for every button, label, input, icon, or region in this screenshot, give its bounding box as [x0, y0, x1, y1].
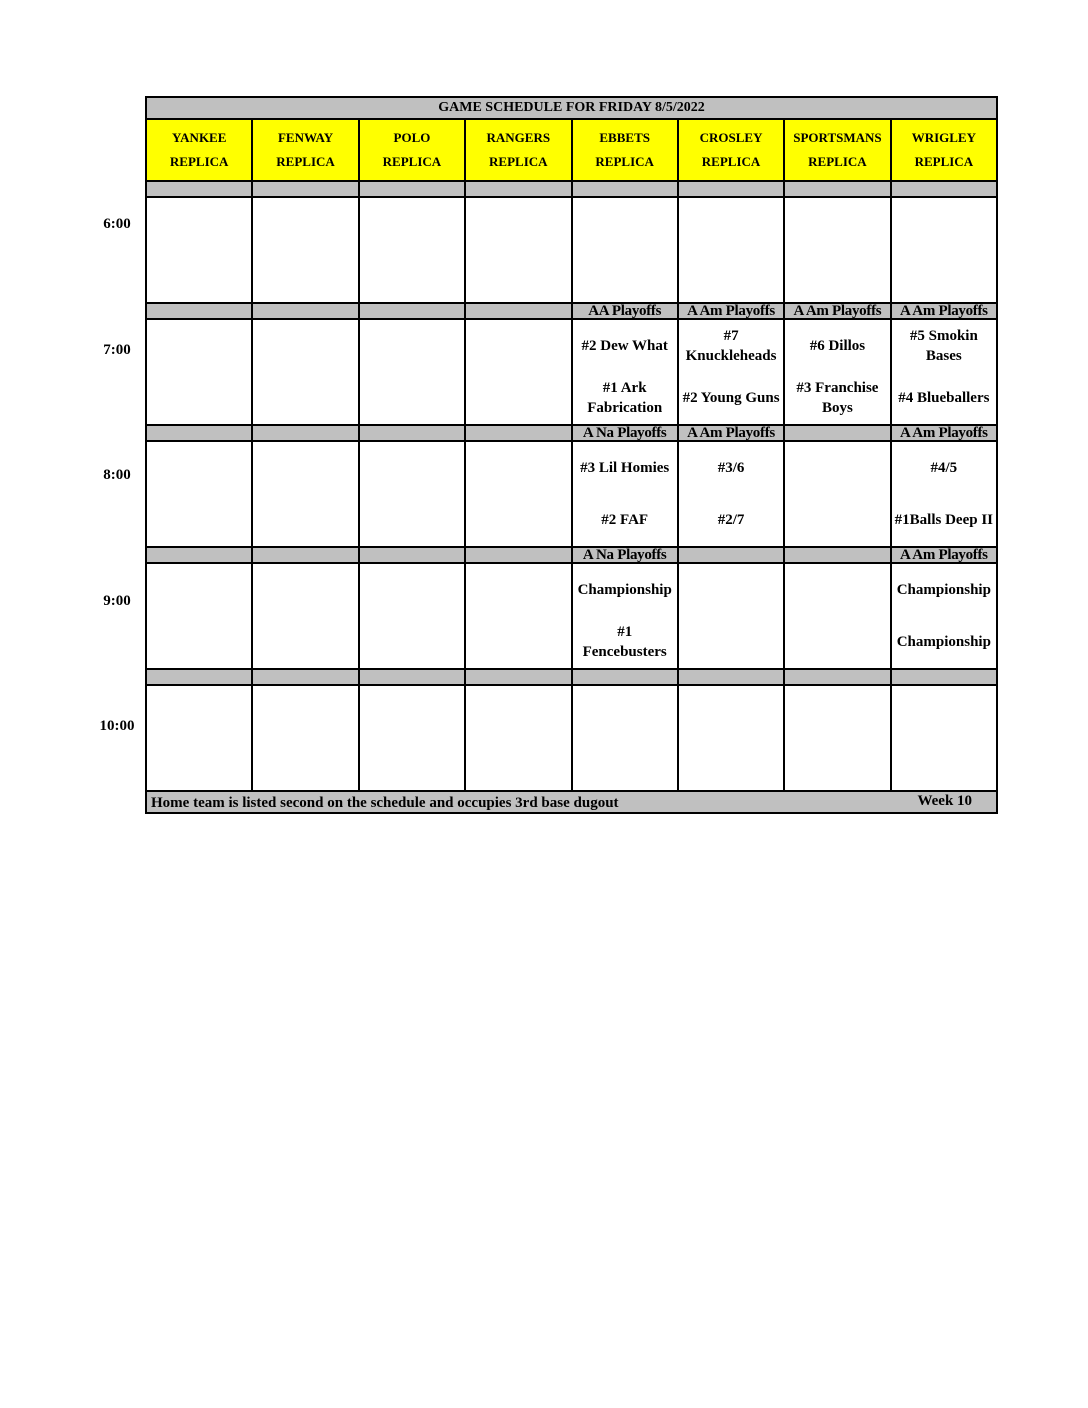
division-label: A Am Playoffs — [678, 425, 784, 441]
game-cell — [359, 319, 465, 425]
game-cell — [678, 685, 784, 791]
venue-name: POLO — [393, 130, 431, 145]
venue-sub: REPLICA — [276, 154, 335, 169]
division-label — [891, 669, 997, 685]
division-label — [146, 547, 252, 563]
division-label — [359, 181, 465, 197]
game-cell — [252, 685, 358, 791]
game-cell — [891, 319, 997, 425]
away-team: #4/5 — [930, 460, 958, 476]
game-cell — [572, 563, 678, 669]
game-cell — [146, 685, 252, 791]
away-team: Championship — [577, 582, 672, 598]
game-cell — [252, 441, 358, 547]
game-cell — [784, 685, 890, 791]
time-label: 9:00 — [103, 593, 131, 609]
venue-name: WRIGLEY — [911, 130, 976, 145]
game-cell — [359, 197, 465, 303]
division-label: A Am Playoffs — [784, 303, 890, 319]
game-cell — [572, 319, 678, 425]
division-label: A Na Playoffs — [572, 547, 678, 563]
game-cell — [891, 685, 997, 791]
home-team: #4 Blueballers — [898, 390, 990, 406]
game-cell — [891, 197, 997, 303]
division-label — [678, 669, 784, 685]
venue-name: EBBETS — [599, 130, 650, 145]
game-cell — [465, 563, 571, 669]
game-cell — [252, 197, 358, 303]
division-label — [146, 425, 252, 441]
week-label: Week 10 — [917, 793, 973, 809]
game-cell — [784, 441, 890, 547]
game-cell — [359, 563, 465, 669]
division-label — [465, 669, 571, 685]
venue-name: RANGERS — [486, 130, 551, 145]
division-label: A Na Playoffs — [572, 425, 678, 441]
division-label — [252, 303, 358, 319]
away-team: #7 Knuckleheads — [685, 328, 777, 364]
division-band — [146, 547, 997, 563]
division-label — [784, 425, 890, 441]
venue-header — [784, 119, 890, 181]
schedule-title: GAME SCHEDULE FOR FRIDAY 8/5/2022 — [146, 97, 997, 119]
division-label — [572, 669, 678, 685]
division-label — [465, 303, 571, 319]
venue-header — [891, 119, 997, 181]
home-team: #1 Fencebusters — [582, 624, 667, 660]
game-cell — [784, 319, 890, 425]
time-label: 8:00 — [103, 467, 131, 483]
venue-name: CROSLEY — [699, 130, 763, 145]
division-label — [891, 181, 997, 197]
time-slot-row — [146, 319, 997, 425]
game-cell — [146, 441, 252, 547]
division-label — [252, 181, 358, 197]
division-label — [252, 425, 358, 441]
venue-sub: REPLICA — [808, 154, 867, 169]
division-label — [146, 181, 252, 197]
time-label: 7:00 — [103, 342, 131, 358]
venue-sub: REPLICA — [595, 154, 654, 169]
schedule-footer — [146, 791, 997, 813]
home-team: #2 Young Guns — [682, 390, 780, 406]
division-band — [146, 669, 997, 685]
game-cell — [252, 319, 358, 425]
game-cell — [252, 563, 358, 669]
venue-name: FENWAY — [277, 130, 334, 145]
division-label: A Am Playoffs — [891, 303, 997, 319]
game-cell — [678, 319, 784, 425]
venue-header — [359, 119, 465, 181]
game-cell — [146, 197, 252, 303]
home-team: #2 FAF — [601, 512, 649, 528]
game-cell — [678, 441, 784, 547]
home-team: #3 Franchise Boys — [796, 380, 879, 416]
venue-header — [572, 119, 678, 181]
time-slot-row — [146, 197, 997, 303]
venue-header — [465, 119, 571, 181]
division-label — [252, 547, 358, 563]
game-cell — [146, 319, 252, 425]
away-team: #6 Dillos — [809, 338, 866, 354]
game-cell — [784, 563, 890, 669]
venue-sub: REPLICA — [701, 154, 761, 169]
venue-header — [678, 119, 784, 181]
venue-sub: REPLICA — [914, 154, 974, 169]
game-cell — [465, 197, 571, 303]
home-team: #1 Ark Fabrication — [587, 380, 663, 416]
game-cell — [572, 685, 678, 791]
away-team: #5 Smokin Bases — [909, 328, 978, 364]
division-label — [465, 181, 571, 197]
home-team: Championship — [896, 634, 991, 650]
division-band — [146, 181, 997, 197]
away-team: #3 Lil Homies — [580, 460, 670, 476]
division-label — [784, 547, 890, 563]
away-team: #2 Dew What — [581, 338, 668, 354]
division-label — [252, 669, 358, 685]
game-cell — [891, 563, 997, 669]
game-cell — [146, 563, 252, 669]
division-label — [465, 425, 571, 441]
game-cell — [465, 319, 571, 425]
division-label: A Am Playoffs — [891, 547, 997, 563]
division-label — [465, 547, 571, 563]
division-label — [359, 425, 465, 441]
game-cell — [678, 563, 784, 669]
division-label — [784, 181, 890, 197]
game-cell — [572, 441, 678, 547]
division-label — [359, 547, 465, 563]
time-slot-row — [146, 563, 997, 669]
division-label — [678, 181, 784, 197]
home-team-note: Home team is listed second on the schedule and occupies 3rd base dugout — [151, 794, 619, 811]
division-label — [146, 669, 252, 685]
venue-header — [252, 119, 358, 181]
home-team: #1Balls Deep II — [894, 512, 993, 528]
venue-header-row — [146, 119, 997, 181]
division-label — [784, 669, 890, 685]
division-label — [359, 669, 465, 685]
division-label — [359, 303, 465, 319]
game-cell — [678, 197, 784, 303]
division-label: A Am Playoffs — [891, 425, 997, 441]
venue-sub: REPLICA — [169, 154, 229, 169]
division-label — [572, 181, 678, 197]
time-slot-row — [146, 441, 997, 547]
division-label: AA Playoffs — [572, 303, 678, 319]
game-cell — [572, 197, 678, 303]
home-team: #2/7 — [717, 512, 745, 528]
game-cell — [891, 441, 997, 547]
venue-header — [146, 119, 252, 181]
game-cell — [465, 441, 571, 547]
division-band — [146, 425, 997, 441]
venue-name: SPORTSMANS — [793, 130, 882, 145]
schedule-table — [145, 96, 998, 814]
division-band — [146, 303, 997, 319]
time-slot-row — [146, 685, 997, 791]
venue-name: YANKEE — [171, 130, 227, 145]
game-cell — [359, 441, 465, 547]
division-label — [146, 303, 252, 319]
time-label: 10:00 — [99, 718, 135, 734]
away-team: Championship — [896, 582, 991, 598]
division-label — [678, 547, 784, 563]
time-label: 6:00 — [103, 216, 131, 232]
game-cell — [784, 197, 890, 303]
venue-sub: REPLICA — [382, 154, 442, 169]
game-cell — [465, 685, 571, 791]
away-team: #3/6 — [717, 460, 745, 476]
venue-sub: REPLICA — [489, 154, 548, 169]
game-cell — [359, 685, 465, 791]
division-label: A Am Playoffs — [678, 303, 784, 319]
